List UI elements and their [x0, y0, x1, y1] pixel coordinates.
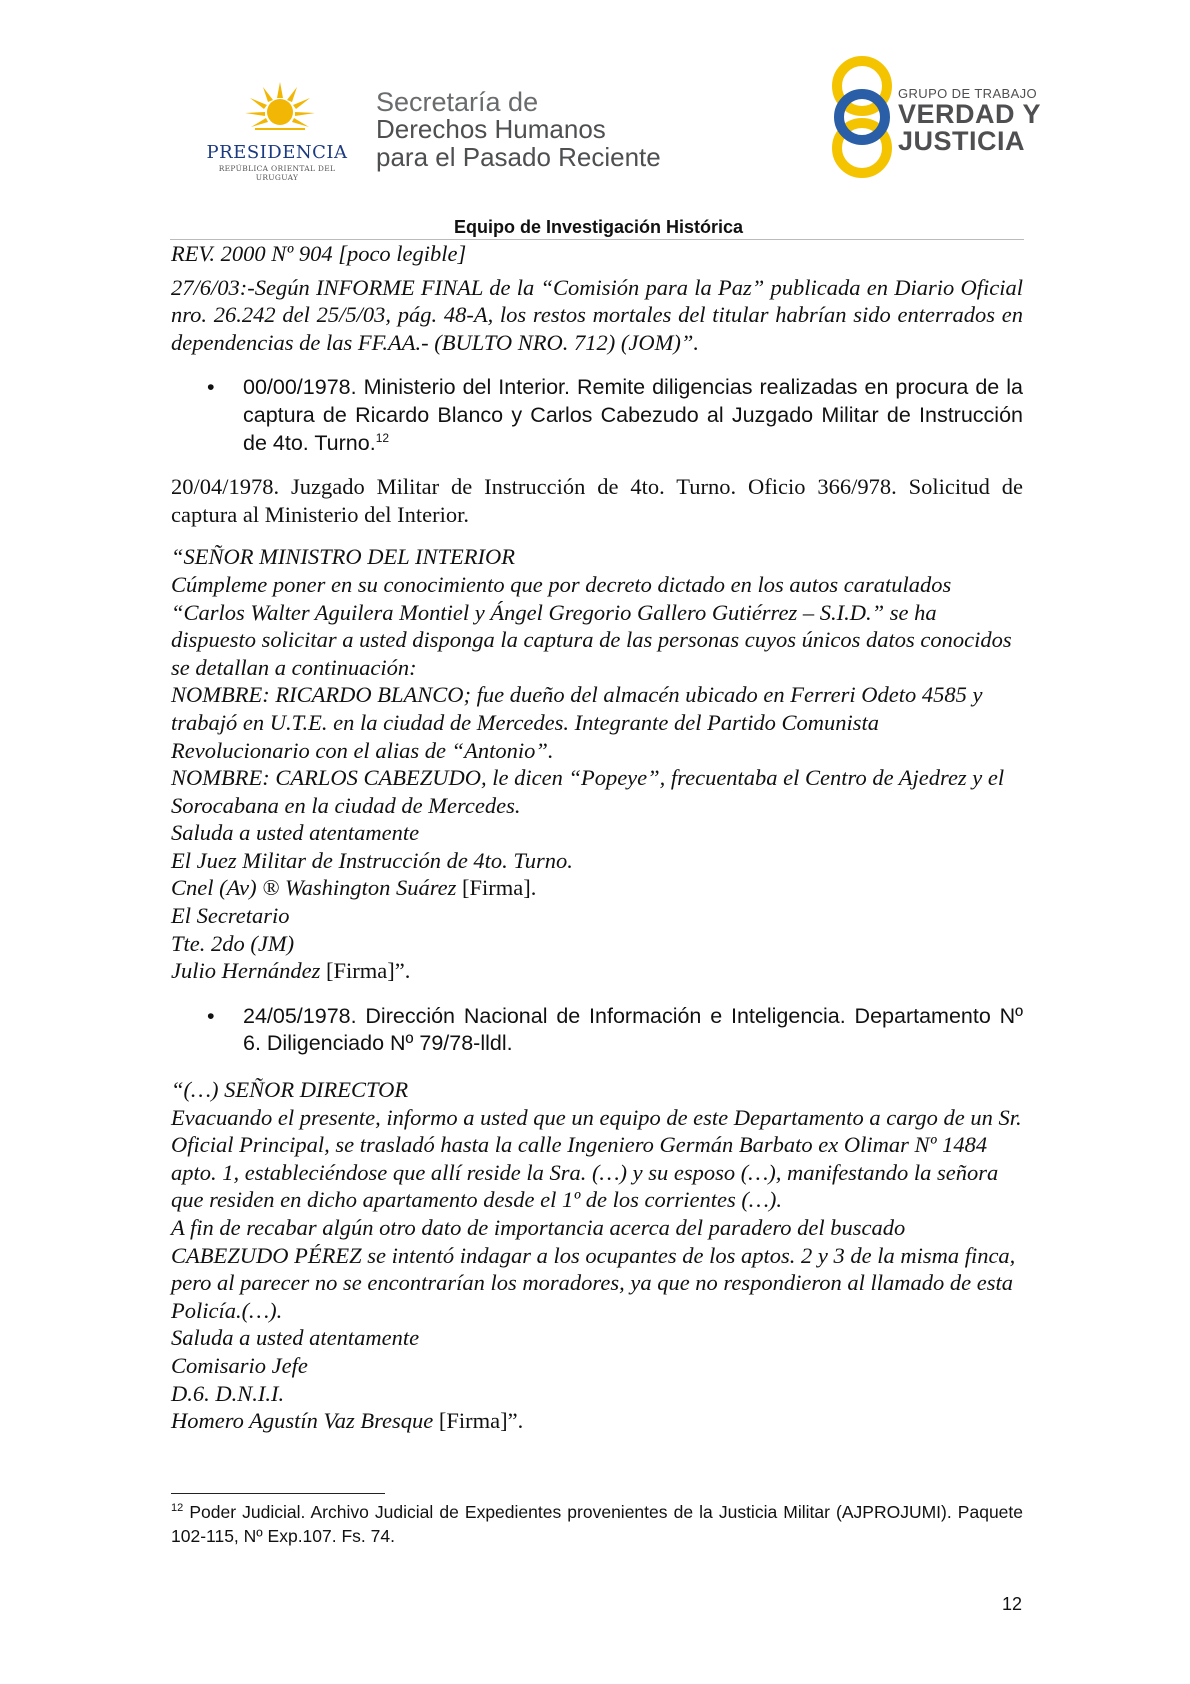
- signatory-name: Homero Agustín Vaz Bresque: [171, 1408, 434, 1434]
- bullet-item-1: [171, 374, 1023, 457]
- presidencia-logo: [197, 82, 357, 182]
- secretaria-logo-text: [376, 88, 661, 171]
- footnote-divider: [171, 1493, 385, 1494]
- secretaria-line-3: para el Pasado Reciente: [376, 141, 661, 172]
- letter-1-salutation: “SEÑOR MINISTRO DEL INTERIOR: [171, 544, 515, 570]
- footnote: [171, 1500, 1023, 1548]
- letter-1: [171, 543, 1023, 985]
- letter-2: [171, 1076, 1023, 1435]
- footnote-text: Poder Judicial. Archivo Judicial de Expedientes provenientes de la Justicia Militar (AJPROJUMI). Paquete 102-115, Nº Exp.107. Fs. 74.: [171, 1502, 1023, 1546]
- letter-2-paragraph-1: Evacuando el presente, informo a usted que un equipo de este Departamento a cargo de un Sr. Oficial Principal, se trasladó hasta la calle Ingeniero Germán Barbato ex Olimar Nº 1484 apto. 1, estableciéndose que allí reside la Sra. (…) y su esposo (…), manifestando la señora que residen en dicho apartamento desde el 1º de los corrientes (…).: [171, 1104, 1022, 1213]
- oficio-paragraph: 20/04/1978. Juzgado Militar de Instrucción de 4to. Turno. Oficio 366/978. Solicitud de captura al Ministerio del Interior.: [171, 474, 1023, 527]
- letter-1-paragraph-2: NOMBRE: RICARDO BLANCO; fue dueño del almacén ubicado en Ferreri Odeto 4585 y trabajó en U.T.E. en la ciudad de Mercedes. Integrante del Partido Comunista Revolucionario con el alias de “Antonio”.: [171, 682, 983, 763]
- letter-2-signature-3: [171, 1407, 1023, 1435]
- bullet-dot: •: [207, 375, 215, 400]
- republica-label: REPÚBLICA ORIENTAL DEL URUGUAY: [218, 164, 336, 182]
- signatory-name: Julio Hernández: [171, 958, 321, 984]
- secretaria-line-2: Derechos Humanos: [376, 114, 606, 145]
- team-title: Equipo de Investigación Histórica: [453, 217, 744, 237]
- document-body: [171, 240, 1023, 1435]
- footnote-ref[interactable]: 12: [375, 430, 390, 445]
- verdad-justicia-logo-icon: [822, 56, 902, 178]
- verdad-justicia-text: [898, 86, 1041, 155]
- bullet-1-text: 00/00/1978. Ministerio del Interior. Remite diligencias realizadas en procura de la captura de Ricardo Blanco y Carlos Cabezudo al Juzgado Militar de Instrucción de 4to. Turno.: [243, 375, 1023, 455]
- letter-1-signature-1: El Juez Militar de Instrucción de 4to. Turno.: [171, 847, 573, 873]
- letter-1-signature-5: [171, 957, 1023, 985]
- letter-1-signature-2: [171, 874, 1023, 902]
- bullet-dot: •: [207, 1003, 215, 1028]
- footnote-number: 12: [171, 1502, 184, 1515]
- signatory-name: Cnel (Av) ® Washington Suárez: [171, 875, 457, 901]
- grupo-label: GRUPO DE TRABAJO: [898, 86, 1038, 101]
- sun-emblem-icon: [245, 82, 315, 140]
- secretaria-line-1: Secretaría de: [376, 87, 539, 117]
- letter-2-signature-2: D.6. D.N.I.I.: [171, 1380, 285, 1406]
- bullet-2-text: 24/05/1978. Dirección Nacional de Información e Inteligencia. Departamento Nº 6. Diligenciado Nº 79/78-lldl.: [243, 1003, 1023, 1056]
- letter-2-salutation: “(…) SEÑOR DIRECTOR: [171, 1077, 409, 1103]
- letter-1-signature-3: El Secretario: [171, 903, 290, 929]
- bullet-item-2: [171, 1003, 1023, 1058]
- informe-paragraph: 27/6/03:-Según INFORME FINAL de la “Comisión para la Paz” publicada en Diario Oficial nro. 26.242 del 25/5/03, pág. 48-A, los restos mortales del titular habrían sido enterrados en dependencias de las FF.AA.- (BULTO NRO. 712) (JOM)”.: [171, 274, 1023, 355]
- justicia-label: JUSTICIA: [898, 126, 1026, 156]
- letter-2-closing: Saluda a usted atentamente: [171, 1325, 420, 1351]
- letter-1-closing: Saluda a usted atentamente: [171, 820, 420, 846]
- verdad-label: VERDAD Y: [898, 99, 1042, 129]
- letter-1-paragraph-3: NOMBRE: CARLOS CABEZUDO, le dicen “Popeye”, frecuentaba el Centro de Ajedrez y el Sorocabana en la ciudad de Mercedes.: [171, 765, 1005, 818]
- page-number: 12: [1002, 1594, 1023, 1614]
- letter-1-paragraph-1: Cúmpleme poner en su conocimiento que por decreto dictado en los autos caratulados “Carlos Walter Aguilera Montiel y Ángel Gregorio Gallero Gutiérrez – S.I.D.” se ha dispuesto solicitar a usted disponga la captura de las personas cuyos únicos datos conocidos se detallan a continuación:: [171, 571, 1012, 680]
- letter-2-signature-1: Comisario Jefe: [171, 1352, 308, 1378]
- letter-1-signature-4: Tte. 2do (JM): [171, 930, 295, 956]
- firma-note: [Firma].: [456, 875, 537, 901]
- firma-note: [Firma]”.: [320, 958, 411, 984]
- firma-note: [Firma]”.: [433, 1408, 524, 1434]
- rev-line: REV. 2000 Nº 904 [poco legible]: [171, 241, 467, 266]
- letter-2-paragraph-2: A fin de recabar algún otro dato de importancia acerca del paradero del buscado CABEZUDO PÉREZ se intentó indagar a los ocupantes de los aptos. 2 y 3 de la misma finca, pero al parecer no se encontrarían los moradores, ya que no respondieron al llamado de esta Policía.(…).: [171, 1215, 1016, 1323]
- presidencia-label: PRESIDENCIA: [206, 142, 348, 163]
